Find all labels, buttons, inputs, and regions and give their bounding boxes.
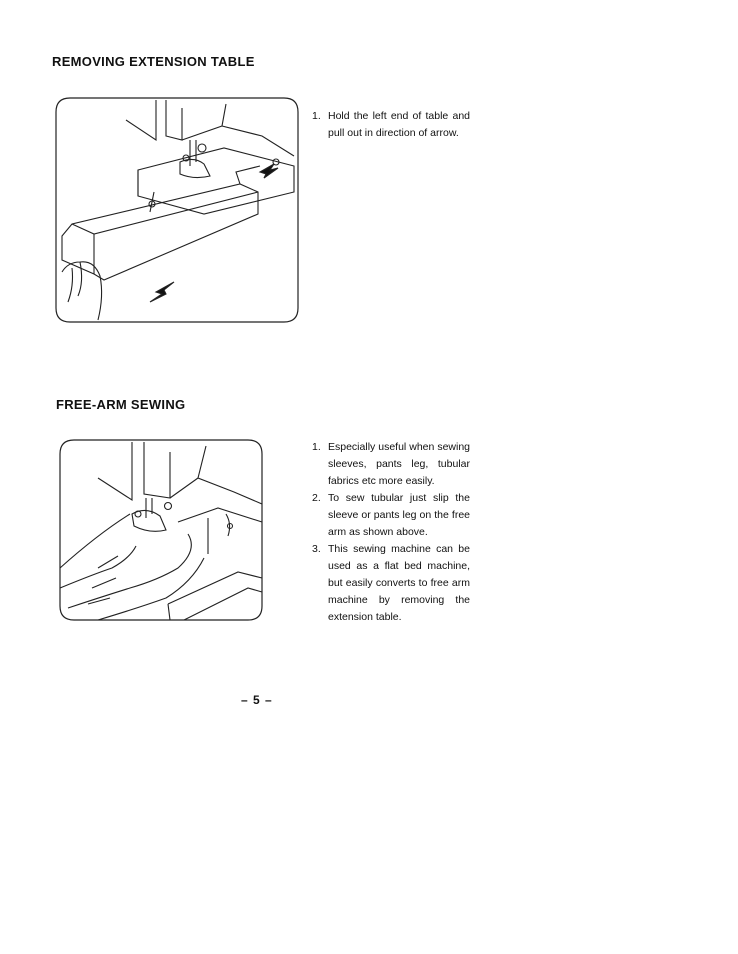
step-text: Hold the left end of table and pull out in direction of arrow.: [328, 110, 470, 139]
step-number: 1.: [312, 110, 321, 122]
section-heading-free-arm-sewing: FREE-ARM SEWING: [56, 397, 186, 412]
step-number: 3.: [312, 543, 321, 555]
step-number: 1.: [312, 441, 321, 453]
removing-extension-table-steps: [312, 108, 470, 142]
step-item: [312, 541, 470, 626]
page-number: – 5 –: [241, 693, 273, 707]
step-item: [312, 490, 470, 541]
step-text: This sewing machine can be used as a flat bed machine, but easily converts to free arm machine by removing the extension table.: [328, 543, 470, 623]
step-text: Especially useful when sewing sleeves, pants leg, tubular fabrics etc more easily.: [328, 441, 470, 487]
section-heading-removing-extension-table: REMOVING EXTENSION TABLE: [52, 54, 255, 69]
step-item: [312, 108, 470, 142]
step-text: To sew tubular just slip the sleeve or pants leg on the free arm as shown above.: [328, 492, 470, 538]
step-number: 2.: [312, 492, 321, 504]
step-item: [312, 439, 470, 490]
free-arm-sewing-steps: [312, 439, 470, 626]
removing-extension-table-illustration: [54, 96, 300, 324]
free-arm-sewing-illustration: [58, 438, 264, 622]
